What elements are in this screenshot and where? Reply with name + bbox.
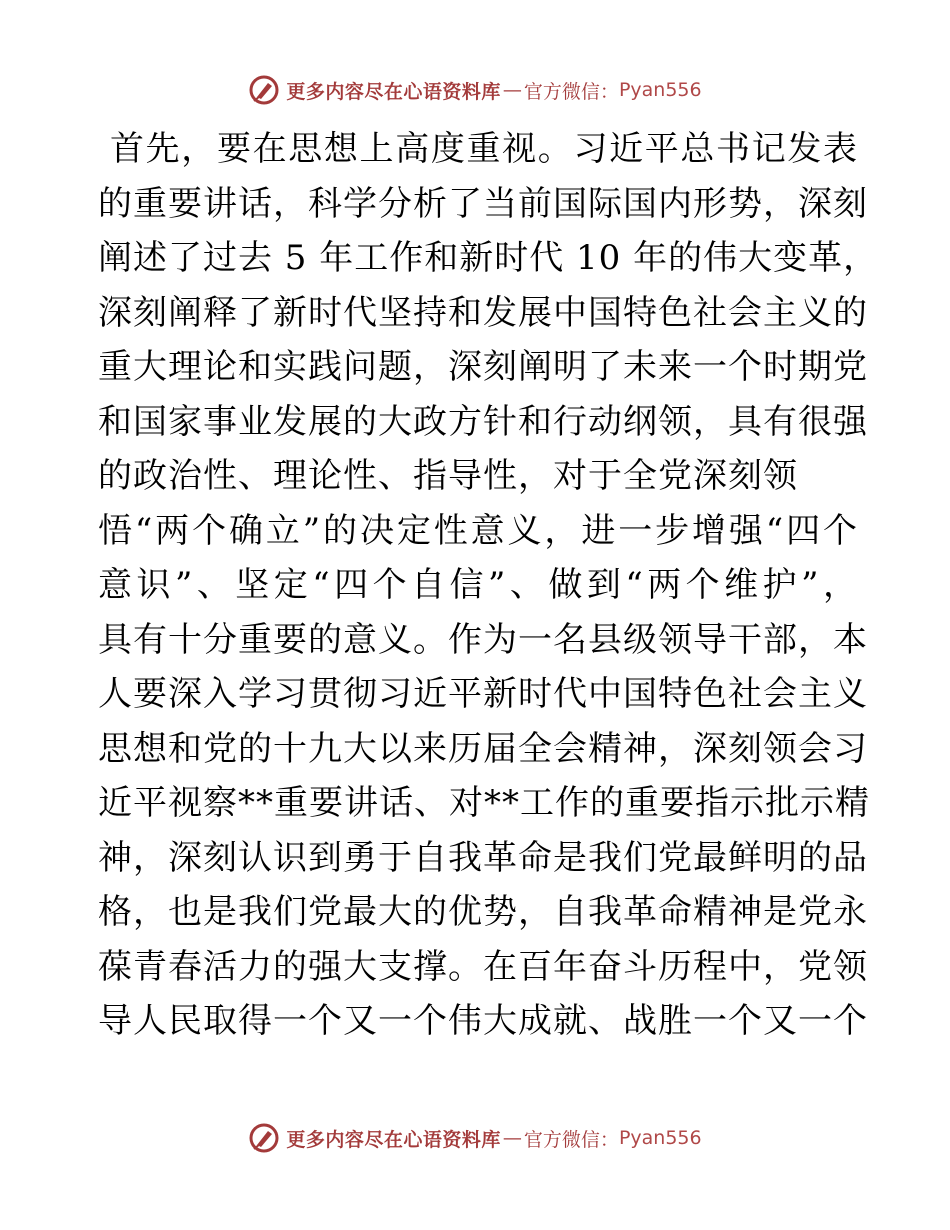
body-line-9: 意识”、坚定“四个自信”、做到“两个维护”， bbox=[98, 565, 858, 605]
watermark-separator: — bbox=[502, 79, 522, 101]
watermark-main-text: 更多内容尽在心语资料库 bbox=[286, 1128, 501, 1151]
body-line-12: 思想和党的十九大以来历届全会精神，深刻领会习 bbox=[98, 728, 868, 769]
watermark-separator: — bbox=[502, 1127, 522, 1149]
document-body bbox=[98, 122, 879, 1049]
watermark-wechat-id: Pyan556 bbox=[618, 79, 702, 101]
body-line-6: 和国家事业发展的大政方针和行动纲领，具有很强 bbox=[98, 401, 868, 442]
body-line-15: 格，也是我们党最大的优势，自我革命精神是党永 bbox=[98, 892, 868, 932]
watermark-wechat-label: 官方微信： bbox=[523, 1128, 619, 1151]
body-line-2: 的重要讲话，科学分析了当前国际国内形势，深刻 bbox=[98, 183, 868, 224]
body-line-3: 阐述了过去 5 年工作和新时代 10 年的伟大变革， bbox=[98, 238, 879, 278]
body-line-17: 导人民取得一个又一个伟大成就、战胜一个又一个 bbox=[98, 1001, 868, 1041]
body-line-5: 重大理论和实践问题，深刻阐明了未来一个时期党 bbox=[98, 347, 868, 387]
watermark-wechat-id: Pyan556 bbox=[618, 1127, 702, 1149]
header-watermark bbox=[0, 70, 950, 110]
body-line-11: 人要深入学习贯彻习近平新时代中国特色社会主义 bbox=[98, 674, 868, 714]
body-line-14: 神，深刻认识到勇于自我革命是我们党最鲜明的品 bbox=[98, 837, 868, 878]
watermark-main-text: 更多内容尽在心语资料库 bbox=[286, 80, 501, 103]
body-line-1: 首先，要在思想上高度重视。习近平总书记发表 bbox=[110, 129, 858, 169]
body-line-4: 深刻阐释了新时代坚持和发展中国特色社会主义的 bbox=[98, 292, 868, 333]
body-line-16: 葆青春活力的强大支撑。在百年奋斗历程中，党领 bbox=[98, 946, 868, 987]
footer-watermark bbox=[0, 1118, 950, 1158]
watermark-wechat-label: 官方微信： bbox=[523, 80, 619, 103]
body-line-8: 悟“两个确立”的决定性意义，进一步增强“四个 bbox=[98, 510, 858, 551]
body-line-13: 近平视察**重要讲话、对**工作的重要指示批示精 bbox=[98, 783, 870, 823]
body-line-10: 具有十分重要的意义。作为一名县级领导干部，本 bbox=[98, 619, 868, 660]
quill-logo-icon bbox=[248, 74, 280, 106]
body-line-7: 的政治性、理论性、指导性，对于全党深刻领 bbox=[98, 456, 798, 496]
quill-logo-icon bbox=[248, 1122, 280, 1154]
